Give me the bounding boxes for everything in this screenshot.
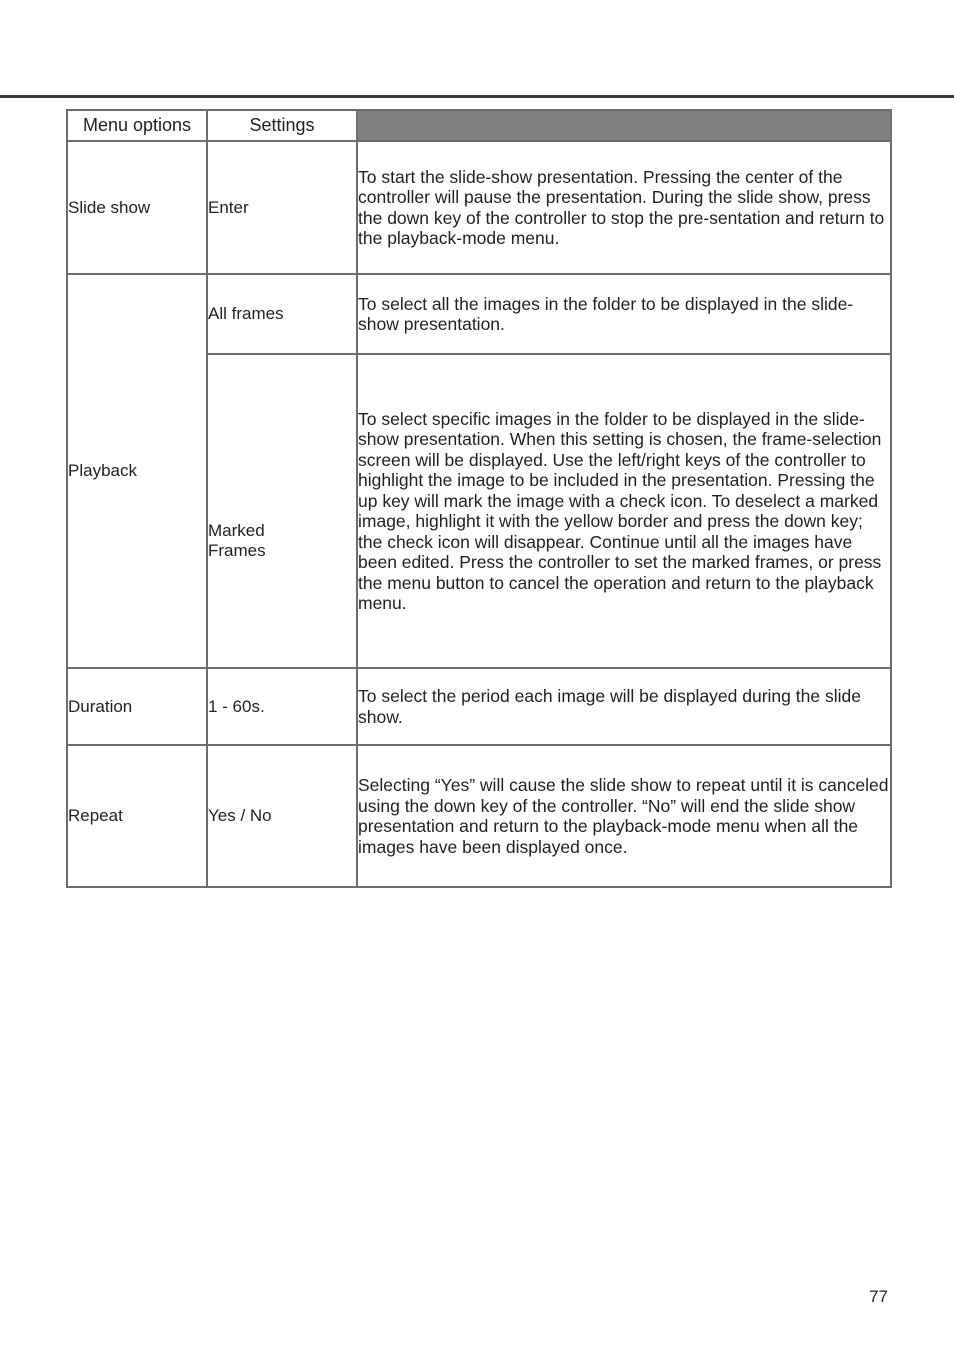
option-cell: Duration — [67, 668, 207, 745]
setting-cell: Enter — [207, 141, 357, 274]
description-cell: To start the slide-show presentation. Pressing the center of the controller will pause the presentation. During the slide show, press the down key of the controller to stop the pre-sentation and return to the playback-mode menu. — [357, 141, 891, 274]
table-row — [67, 141, 891, 274]
table-row — [67, 745, 891, 887]
menu-options-table — [66, 109, 892, 888]
page-number: 77 — [869, 1287, 888, 1306]
setting-cell: All frames — [207, 274, 357, 354]
description-cell: To select all the images in the folder to be displayed in the slide-show presentation. — [357, 274, 891, 354]
option-cell: Repeat — [67, 745, 207, 887]
table-row — [67, 668, 891, 745]
setting-cell: Yes / No — [207, 745, 357, 887]
option-cell: Playback — [67, 274, 207, 668]
setting-cell — [207, 354, 357, 668]
header-menu-options: Menu options — [67, 110, 207, 141]
setting-text: Marked Frames — [208, 521, 266, 560]
description-cell: Selecting “Yes” will cause the slide show to repeat until it is canceled using the down key of the controller. “No” will end the slide show presentation and return to the playback-mode menu when all the images have been displayed once. — [357, 745, 891, 887]
description-cell: To select the period each image will be displayed during the slide show. — [357, 668, 891, 745]
top-rule — [0, 95, 954, 98]
description-cell: To select specific images in the folder to be displayed in the slide-show presentation. When this setting is chosen, the frame-selection screen will be displayed. Use the left/right keys of the controller to highlight the image to be included in the presentation. Pressing the up key will mark the image with a check icon. To deselect a marked image, highlight it with the yellow border and press the down key; the check icon will disappear. Continue until all the images have been edited. Press the controller to set the marked frames, or press the menu button to cancel the operation and return to the playback menu. — [357, 354, 891, 668]
header-description-blank — [357, 110, 891, 141]
setting-cell: 1 - 60s. — [207, 668, 357, 745]
option-cell: Slide show — [67, 141, 207, 274]
header-settings: Settings — [207, 110, 357, 141]
table-header-row — [67, 110, 891, 141]
table-row — [67, 274, 891, 354]
